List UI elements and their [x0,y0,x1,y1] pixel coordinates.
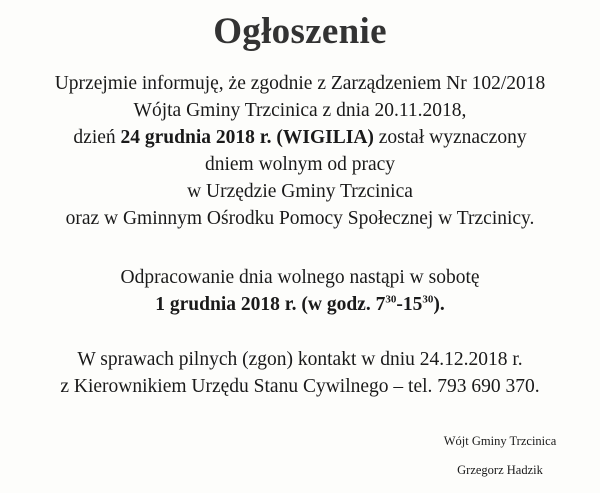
workoff-line: Odpracowanie dnia wolnego nastąpi w sobotę [120,267,480,288]
workoff-paragraph [0,264,600,318]
workoff-date: 1 grudnia 2018 r. (w godz. 7 [155,294,386,315]
urgent-line: W sprawach pilnych (zgon) kontakt w dniu 24.12.2018 r. [77,349,523,370]
notice-line: Wójta Gminy Trzcinica z dnia 20.11.2018, [133,100,467,121]
notice-main-paragraph [0,70,600,232]
notice-line: oraz w Gminnym Ośrodku Pomocy Społecznej w Trzcinicy. [65,208,535,229]
start-minutes: 30 [385,293,397,306]
notice-line: Uprzejmie informuję, że zgodnie z Zarządzeniem Nr 102/2018 [54,73,546,94]
notice-line: w Urzędzie Gminy Trzcinica [187,181,413,202]
holiday-date: 24 grudnia 2018 r. (WIGILIA) [120,127,374,148]
notice-line [0,124,600,151]
signature-name: Grzegorz Hadzik [457,463,543,477]
time-dash: -15 [396,294,423,315]
notice-title: Ogłoszenie [213,11,387,52]
workoff-close: ). [433,294,445,315]
notice-line-prefix: dzień [73,127,121,148]
urgent-contact-paragraph [0,346,600,400]
urgent-line: z Kierownikiem Urzędu Stanu Cywilnego – tel. 793 690 370. [60,376,540,397]
notice-line-suffix: został wyznaczony [373,127,527,148]
signature-role: Wójt Gminy Trzcinica [443,434,557,448]
workoff-date-line [0,291,600,318]
end-minutes: 30 [422,293,434,306]
notice-line: dniem wolnym od pracy [204,154,396,175]
